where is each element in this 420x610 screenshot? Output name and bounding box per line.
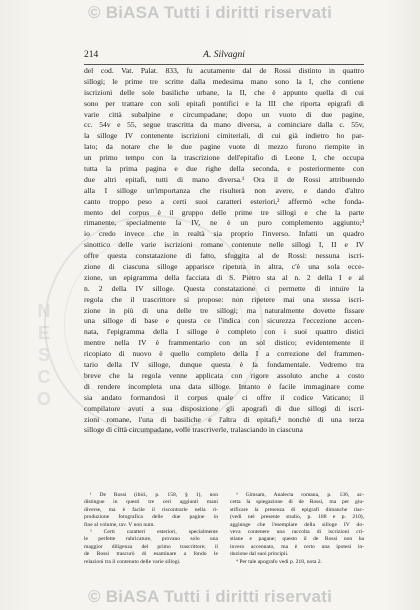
footnote-line: relazioni tra il contenuto delle varie sillogi.: [84, 558, 181, 565]
body-line: sillogi; le prime tre scritte dalla medesima mano sono la I, che contiene: [84, 76, 364, 86]
library-stamp-letters: N E S C O: [36, 301, 51, 409]
body-line: la silloge IV contenente iscrizioni cimiteriali, di cui già indietro ho par-: [84, 131, 364, 141]
footnotes-left-column: [84, 492, 218, 566]
footnote-line: diverse, ma è facile il riscontrarle nella ri-: [84, 506, 218, 513]
body-line: compilatore avuti a sua disposizione gli apografi di due sillogi di iscri-: [84, 403, 364, 413]
footnote-line: ⁴ Per tale apografo vedi p. 218, nota 2.: [236, 558, 322, 565]
body-line: tario della IV silloge, dunque questa è la fondamentale. Vedremo tra: [84, 360, 364, 370]
body-line: breve che la regola venne applicata con rigore assoluto anche a costo: [84, 370, 364, 380]
footnote-line: (vedi nel presente studio, p. 188 e p. 210),: [230, 514, 364, 521]
footnote-line: de Rossi trascurò di esaminare a fondo le: [84, 551, 218, 558]
body-line: nata, l'epigramma della I silloge è completo con i suoi quattro distici: [84, 327, 364, 337]
body-line: del cod. Vat. Palat. 833, fu acutamente dal de Rossi distinto in quattro: [84, 66, 364, 75]
body-line: ricopiato di nuovo è quello completo della I a correzione del frammen-: [84, 349, 364, 359]
copyright-icon: ©: [87, 587, 101, 606]
body-line: zione, un epigramma della facciata di S. Pietro sta al n. 2 della I e al: [84, 272, 364, 282]
footnote-line: invero accennato, ma è certo una ipotesi in-: [230, 543, 364, 550]
footnote-line: produzione fotografica delle due pagine in: [84, 514, 218, 521]
body-line: zione di ciascuna silloge apparisce ripetuta in altra, c'è una sola ecce-: [84, 262, 364, 272]
body-line: mento del corpus è il gruppo delle prime tre sillogi e che la parte: [84, 207, 364, 217]
body-line: offre questa constatazione di fatto, sfuggita al de Rossi: nessuna iscri-: [84, 251, 364, 261]
body-line: n. 2 della IV silloge. Questa constatazione ci permette di intuire la: [84, 283, 364, 293]
body-line: sia andato formandosi il corpus quale ci offre il codice Vaticano; il: [84, 392, 364, 402]
body-line: canto troppo peso a certi suoi caratteri esteriori,² affermò «che fonda-: [84, 196, 364, 206]
footnote-line: cetta la spiegazione di de Rossi, ma per giu-: [230, 499, 364, 506]
body-line: zioni romane, l'una di basiliche e l'altra di epitafi,⁴ nonchè di una terza: [84, 414, 364, 424]
page-number: 214: [84, 50, 99, 60]
body-line: silloge di città circumpadane, volle trascriverle, tralasciando in ciascuna: [84, 425, 303, 435]
watermark-banner-top: [0, 2, 420, 24]
footnote-line: stiane e pagane; questo il de Rossi non ha: [230, 536, 364, 543]
running-head-author: A. Silvagni: [203, 50, 245, 60]
watermark-text: BiASA Tutti i diritti riservati: [105, 587, 332, 606]
footnotes: [84, 492, 364, 566]
body-line: di rendere incompleta una data silloge. Intanto è facile immaginare come: [84, 381, 364, 391]
footnote-line: le perfette rubricature, provano solo una: [84, 536, 218, 543]
running-head: [84, 50, 364, 64]
watermark-text: BiASA Tutti i diritti riservati: [105, 3, 332, 22]
body-line: io credo invece che in realtà sia proprio l'inverso. Infatti un quadro: [84, 229, 364, 239]
footnote-line: distingue in questi tre ceri aggiunti mani: [84, 499, 218, 506]
footnote-line: ¹ De Rossi (ibid., p. 158, § 1), non: [90, 492, 218, 498]
body-line: varie città subalpine e circumpadane; dopo un vuoto di due pagine,: [84, 109, 364, 119]
body-line: mentre nella IV è frammentario con un sol distico; evidentemente il: [84, 338, 364, 348]
body-line: una silloge di base e questa ce l'indica con sicurezza l'eccezione accen-: [84, 316, 364, 326]
body-line: lato; da notare che le due pagine vuote di mezzo furono riempite in: [84, 142, 364, 152]
watermark-banner-bottom: [0, 586, 420, 608]
body-line: sinottico delle varie iscrizioni romane contenute nelle sillogi I, II e IV: [84, 240, 364, 250]
body-text: [84, 66, 364, 436]
footnote-line: aggiunge che l'esemplare della silloge IV do-: [230, 521, 364, 528]
footnote-line: stificare la presenza di epigrafi dimanche riac-: [230, 506, 364, 513]
footnote-line: fine al volume, tav. V non num.: [84, 521, 155, 528]
body-line: zione in più di una delle tre sillogi; ma naturalmente dovette fissare: [84, 305, 364, 315]
footnote-line: veva contenere una raccolta di iscrizioni cri-: [230, 528, 364, 535]
footnote-line: ² Certi caratteri esteriori, specialmente: [90, 528, 218, 535]
footnotes-right-column: [230, 492, 364, 566]
body-line: rimanente, specialmente la IV, ne è un puro complemento aggiunto;³: [84, 218, 364, 228]
header-rule: [84, 64, 364, 65]
body-line: alla I silloge un'importanza che risulterà non avere, e dando d'altro: [84, 185, 364, 195]
body-line: tutta la prima pagina e due righe della seconda, e posteriormente con: [84, 164, 364, 174]
body-line: cc. 54v e 55, segue trascritta da mano diversa, a cominciare dalla c. 55v,: [84, 120, 364, 130]
body-line: regola che il trascrittore si propose: non ripetere mai una stessa iscri-: [84, 294, 364, 304]
footnote-line: ³ Gimsam, Analecta romana, p. 136, ac-: [236, 492, 364, 498]
body-line: due altri epitafi, tutti di mano diversa.¹ Ora il de Rossi attribuendo: [84, 174, 364, 184]
body-line: sono per trattare con soli epitafi pontifici e la III che riporta epigrafi di: [84, 98, 364, 108]
copyright-icon: ©: [87, 3, 101, 22]
body-line: iscrizioni delle sole basiliche urbane, la II, che è appunto quella di cui: [84, 87, 364, 97]
body-line: un primo tempo con la trascrizione dell'epitafio di Leone I, che occupa: [84, 153, 364, 163]
footnote-line: duzione dal suoi principii.: [230, 551, 289, 558]
footnote-line: maggior diligenza del primo trascrittore; il: [84, 543, 218, 550]
